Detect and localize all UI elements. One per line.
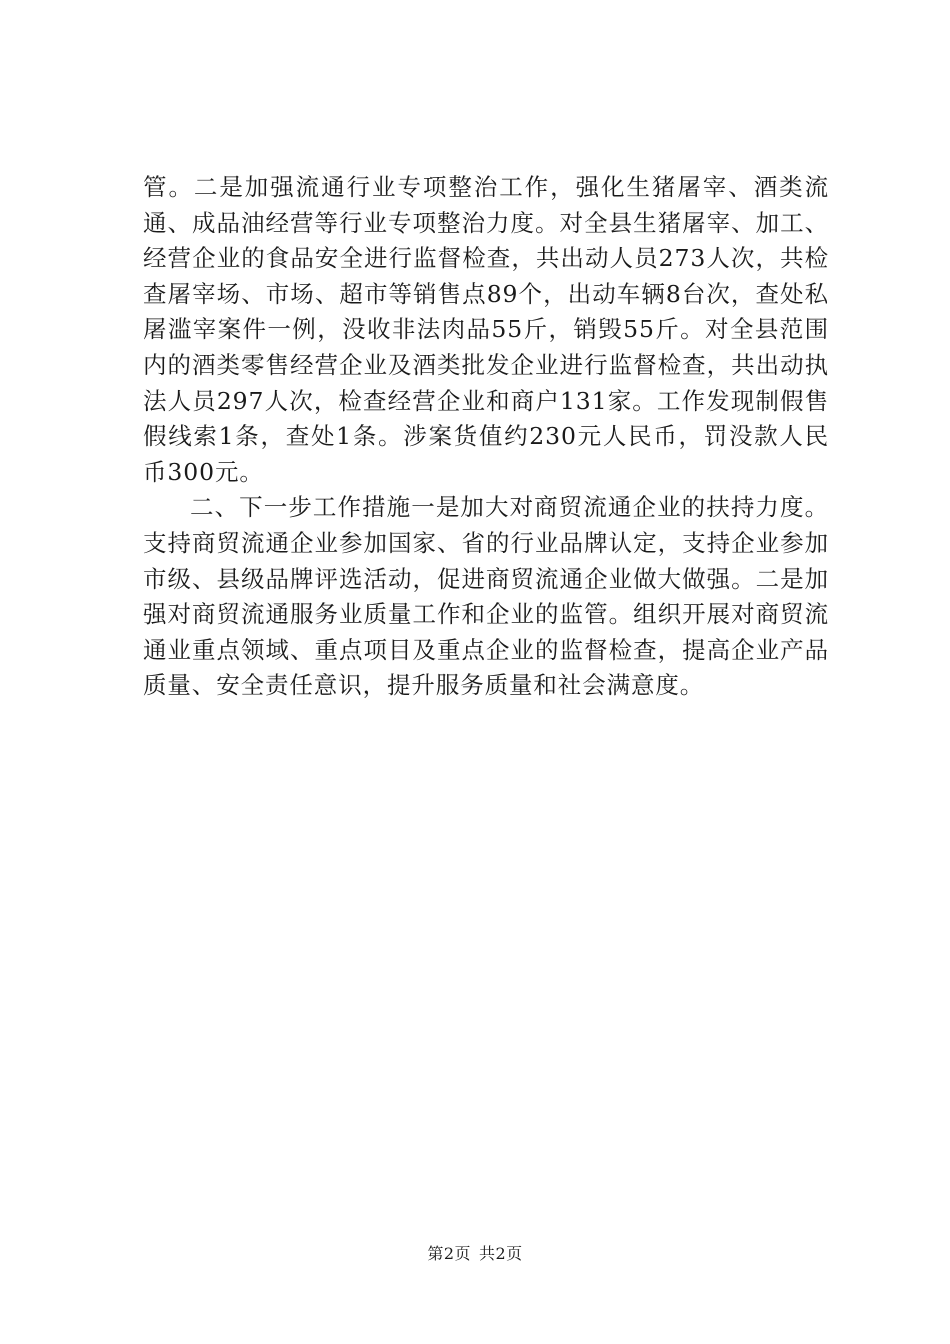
- paragraph-1: 管。二是加强流通行业专项整治工作，强化生猪屠宰、酒类流通、成品油经营等行业专项整治力度。对全县生猪屠宰、加工、经营企业的食品安全进行监督检查，共出动人员273人次，共检查屠宰场、市场、超市等销售点89个，出动车辆8台次，查处私屠滥宰案件一例，没收非法肉品55斤，销毁55斤。对全县范围内的酒类零售经营企业及酒类批发企业进行监督检查，共出动执法人员297人次，检查经营企业和商户131家。工作发现制假售假线索1条，查处1条。涉案货值约230元人民币，罚没款人民币300元。: [143, 173, 829, 486]
- current-page-number: 第2页: [427, 1244, 471, 1263]
- page-footer: [0, 1244, 950, 1264]
- paragraph-2: 二、下一步工作措施一是加大对商贸流通企业的扶持力度。支持商贸流通企业参加国家、省的行业品牌认定，支持企业参加市级、县级品牌评选活动，促进商贸流通企业做大做强。二是加强对商贸流通服务业质量工作和企业的监管。组织开展对商贸流通业重点领域、重点项目及重点企业的监督检查，提高企业产品质量、安全责任意识，提升服务质量和社会满意度。: [143, 493, 829, 700]
- total-page-count: 共2页: [479, 1244, 523, 1263]
- document-body: [143, 170, 829, 704]
